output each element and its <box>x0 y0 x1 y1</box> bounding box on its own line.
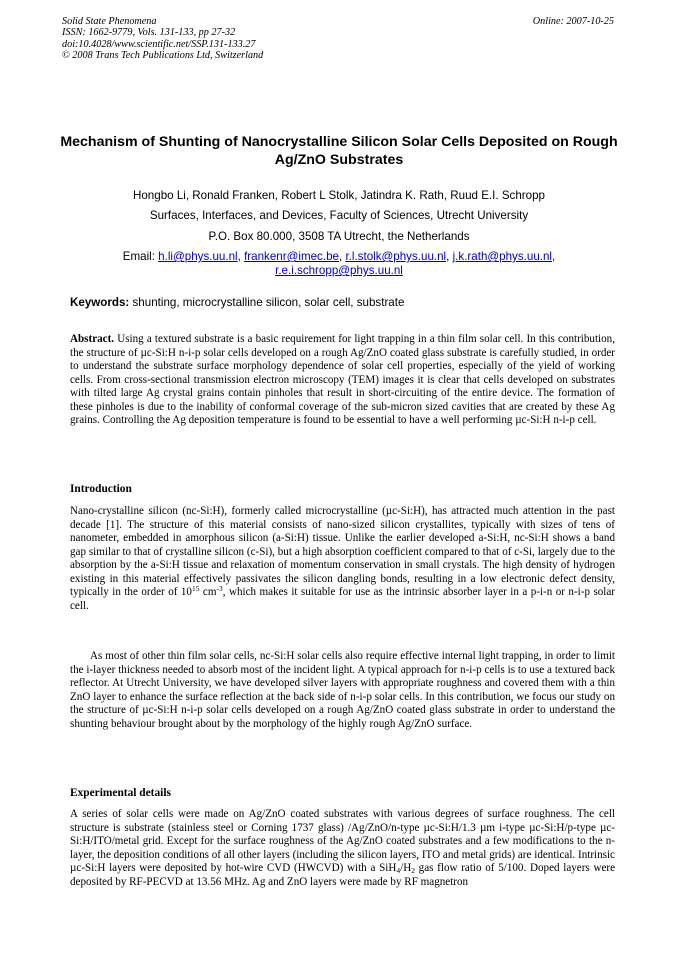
journal-name: Solid State Phenomena <box>62 16 157 27</box>
email-line <box>60 250 618 278</box>
keywords-text: shunting, microcrystalline silicon, solar cell, substrate <box>129 296 405 309</box>
section-heading-experimental: Experimental details <box>70 787 171 799</box>
intro-exponent-15: 15 <box>191 584 200 593</box>
exp-text-c: gas flow ratio of 5/100. Doped layers were deposited by RF-PECVD at 13.56 MHz. Ag and ZnO layers were made by RF magnetron <box>70 862 616 888</box>
exp-text-a: A series of solar cells were made on Ag/ZnO coated substrates with various degrees of surface roughness. The cell structure is substrate (stainless steel or Corning 1737 glass) /Ag/ZnO/n-type µc-Si:H/1.3 µm i-type µc-Si:H/p-type µc-Si:H/ITO/metal grid. Except for the surface roughness of the Ag/ZnO coated substrates and a few modifications to the n-layer, the deposition conditions of all other layers (including the silicon layers, ITO and metal grids) are identical. Intrinsic µc-Si:H layers were deposited by hot-wire CVD (HWCVD) with a SiH <box>70 808 615 874</box>
paper-title: Mechanism of Shunting of Nanocrystalline Silicon Solar Cells Deposited on Rough Ag/ZnO Substrates <box>60 134 618 168</box>
postal-address: P.O. Box 80.000, 3508 TA Utrecht, the Netherlands <box>208 230 470 243</box>
exp-subscript-4: 4 <box>396 866 401 875</box>
email-separator: , <box>552 250 556 263</box>
email-link-schropp[interactable]: r.e.i.schropp@phys.uu.nl <box>275 264 403 277</box>
email-link-franken[interactable]: frankenr@imec.be <box>244 250 339 263</box>
abstract-text: Using a textured substrate is a basic requirement for light trapping in a thin film solar cell. In this contribution, the structure of µc-Si:H n-i-p solar cells developed on a rough Ag/ZnO coated glass substrate is carefully studied, in order to understand the substrate surface morphology dependence of solar cell properties, especially of the yield of working cells. From cross-sectional transmission electron microscopy (TEM) images it is clear that cells developed on substrates with tilted large Ag crystal grains contain pinholes that result in short-circuiting of the entire device. The formation of these pinholes is due to the inability of conformal coverage of the sub-micron sized cavities that are created by these Ag grains. Controlling the Ag deposition temperature is found to be essential to have a well performing µc-Si:H n-i-p cell. <box>70 333 615 426</box>
section-heading-introduction: Introduction <box>70 483 132 495</box>
experimental-paragraph-1 <box>70 808 615 889</box>
copyright-line: © 2008 Trans Tech Publications Ltd, Switzerland <box>62 49 264 61</box>
intro-exponent-minus3: -3 <box>216 584 223 593</box>
abstract-label: Abstract. <box>70 333 115 345</box>
email-label: Email: <box>122 250 159 263</box>
exp-subscript-2: 2 <box>411 866 415 875</box>
introduction-paragraph-2: As most of other thin film solar cells, nc-Si:H solar cells also require effective internal light trapping, in order to limit the i-layer thickness needed to absorb most of the incident light. A typical approach for n-i-p cells is to use a textured back reflector. At Utrecht University, we have developed silver layers with appropriate roughness and covered them with a thin ZnO layer to enhance the surface reflection at the back side of n-i-p solar cells. In this contribution, we focus our study on the structure of µc-Si:H n-i-p solar cells developed on a rough Ag/ZnO coated glass substrate in order to understand the shunting behaviour brought about by the morphology of the highly rough Ag/ZnO surface. <box>70 650 615 730</box>
intro-text-a: Nano-crystalline silicon (nc-Si:H), formerly called microcrystalline (µc-Si:H), has attracted much attention in the past decade [1]. The structure of this material consists of nano-sized silicon crystallites, typically with sizes of tens of nanometer, embedded in amorphous silicon (a-Si:H) tissue. Unlike the earlier developed a-Si:H, nc-Si:H shows a band gap similar to that of crystalline silicon (c-Si), but a high absorption coefficient compared to that of c-Si, largely due to the absorption by the a-Si:H tissue and relaxation of momentum conservation in small crystals. The high density of hydrogen existing in this material effectively passivates the silicon dangling bonds, resulting in a low electronic defect density, typically in the order of 10 <box>70 505 615 598</box>
exp-text-b: /H <box>400 862 412 874</box>
journal-header <box>62 16 263 61</box>
email-separator: , <box>338 250 346 263</box>
keywords <box>70 296 615 310</box>
email-separator: , <box>237 250 245 263</box>
email-separator: , <box>446 250 453 263</box>
email-link-stolk[interactable]: r.l.stolk@phys.uu.nl <box>345 250 447 263</box>
intro-text-b: cm <box>199 586 217 598</box>
introduction-paragraph-1 <box>70 505 615 613</box>
email-link-li[interactable]: h.li@phys.uu.nl <box>158 250 238 263</box>
author-list: Hongbo Li, Ronald Franken, Robert L Stolk, Jatindra K. Rath, Ruud E.I. Schropp <box>132 189 546 202</box>
affiliation: Surfaces, Interfaces, and Devices, Faculty of Sciences, Utrecht University <box>149 209 529 222</box>
online-date: Online: 2007-10-25 <box>532 16 614 27</box>
abstract <box>70 333 615 428</box>
intro-text-c: , which makes it suitable for use as the intrinsic absorber layer in a p-i-n or n-i-p solar cell. <box>70 586 616 612</box>
keywords-label: Keywords: <box>70 296 130 309</box>
doi-line: doi:10.4028/www.scientific.net/SSP.131-133.27 <box>62 38 256 50</box>
issn-line: ISSN: 1662-9779, Vols. 131-133, pp 27-32 <box>62 27 236 39</box>
email-link-rath[interactable]: j.k.rath@phys.uu.nl <box>452 250 553 263</box>
